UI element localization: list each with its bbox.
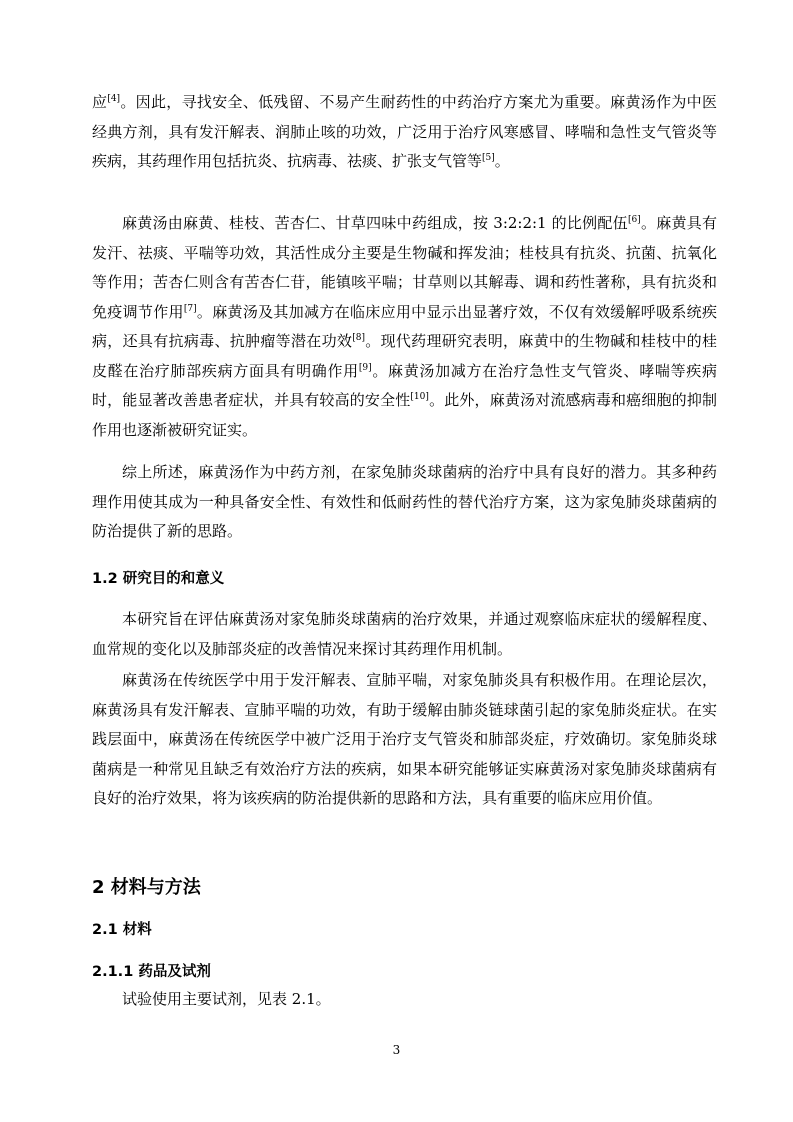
paragraph-text: 。麻黄具有发汗、祛痰、平喘等功效，其活性成分主要是生物碱和挥发油；桂枝具有抗炎、抗菌、抗氧化等作用；苦杏仁则含有苦杏仁苷，能镇咳平喘；甘草则以其解毒、调和药性著称，具有抗炎和免疫调节作用 [92, 214, 717, 321]
paragraph-text: 。此外，麻黄汤对流感病毒和癌细胞的抑制作用也逐渐被研究证实。 [92, 391, 717, 439]
paragraph-summary: 综上所述，麻黄汤作为中药方剂，在家兔肺炎球菌病的治疗中具有良好的潜力。其多种药理作用使其成为一种具备安全性、有效性和低耐药性的替代治疗方案，这为家兔肺炎球菌病的防治提供了新的思路。 [92, 463, 717, 540]
chapter-heading-2: 2 材料与方法 [92, 877, 201, 898]
page-number: 3 [392, 1043, 401, 1057]
paragraph-research-purpose: 本研究旨在评估麻黄汤对家兔肺炎球菌病的治疗效果，并通过观察临床症状的缓解程度、血常规的变化以及肺部炎症的改善情况来探讨其药理作用机制。 [92, 610, 717, 658]
paragraph-text: 。因此，寻找安全、低残留、不易产生耐药性的中药治疗方案尤为重要。麻黄汤作为中医经典方剂，具有发汗解表、润肺止咳的功效，广泛用于治疗风寒感冒、哮喘和急性支气管炎等疾病，其药理作用包括抗炎、抗病毒、祛痰、扩张支气管等 [92, 93, 717, 170]
citation-ref: [9] [358, 362, 372, 373]
citation-ref: [10] [410, 392, 429, 402]
paragraph-intro-continuation [92, 88, 717, 177]
paragraph-mahuang-composition [92, 209, 717, 445]
citation-ref: [5] [482, 153, 495, 163]
citation-ref: [6] [627, 215, 641, 225]
paragraph-text: 。麻黄汤及其加减方在临床应用中显示出显著疗效，不仅有效缓解呼吸系统疾病，还具有抗病毒、抗肿瘤等潜在功效 [92, 302, 717, 350]
section-heading-2-1-1: 2.1.1 药品及试剂 [92, 964, 211, 980]
section-heading-2-1: 2.1 材料 [92, 922, 152, 938]
citation-ref: [7] [183, 303, 197, 314]
section-heading-1-2: 1.2 研究目的和意义 [92, 571, 225, 587]
paragraph-text: 。 [494, 152, 510, 170]
paragraph-reagents: 试验使用主要试剂，见表 2.1。 [122, 990, 331, 1008]
citation-ref: [8] [352, 333, 365, 343]
paragraph-text: 麻黄汤由麻黄、桂枝、苦杏仁、甘草四味中药组成，按 3:2:2:1 的比例配伍 [122, 214, 628, 232]
paragraph-text: 。麻黄汤加减方在治疗急性支气管炎、哮喘等疾病时，能显著改善患者症状，并具有较高的安全性 [92, 361, 717, 409]
citation-ref: [4] [107, 94, 121, 104]
paragraph-text: 应 [92, 93, 108, 111]
paragraph-research-significance: 麻黄汤在传统医学中用于发汗解表、宣肺平喘，对家兔肺炎具有积极作用。在理论层次，麻黄汤具有发汗解表、宣肺平喘的功效，有助于缓解由肺炎链球菌引起的家兔肺炎症状。在实践层面中，麻黄汤在传统医学中被广泛用于治疗支气管炎和肺部炎症，疗效确切。家兔肺炎球菌病是一种常见且缺乏有效治疗方法的疾病，如果本研究能够证实麻黄汤对家兔肺炎球菌病有良好的治疗效果，将为该疾病的防治提供新的思路和方法，具有重要的临床应用价值。 [92, 671, 717, 807]
paragraph-text: 。现代药理研究表明，麻黄中的生物碱和桂枝中的桂皮醛在治疗肺部疾病方面具有明确作用 [92, 332, 717, 380]
